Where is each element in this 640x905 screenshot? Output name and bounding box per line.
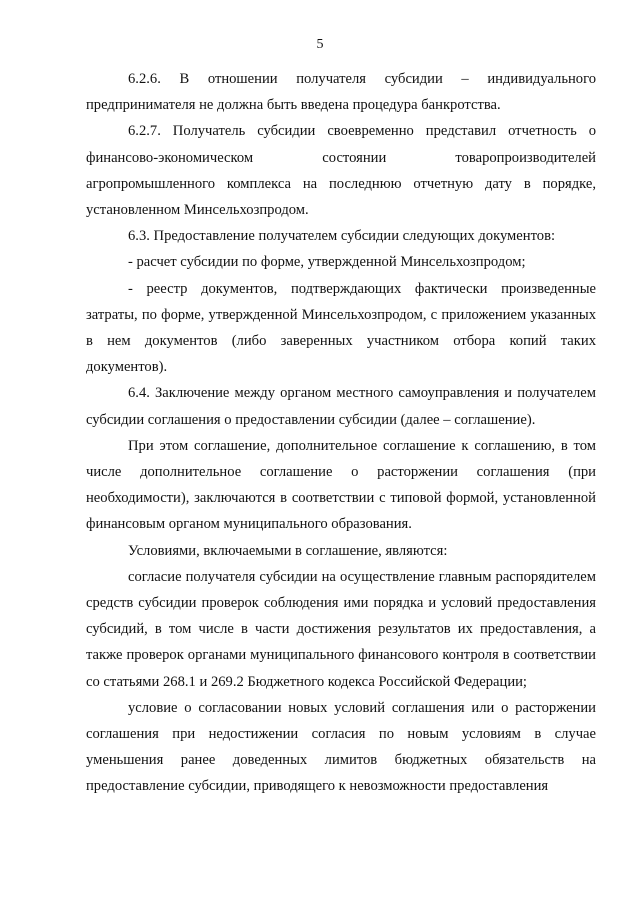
paragraph-6-3: 6.3. Предоставление получателем субсидии следующих документов: — [128, 228, 556, 245]
document-body — [86, 66, 596, 800]
paragraph-agreement-form: При этом соглашение, дополнительное соглашение к соглашению, в том числе дополнительное соглашение о расторжении соглашения (при необходимости), заключаются в соответствии с типовой формой, установленной финансовым органом муниципального образования. — [86, 437, 596, 533]
paragraph-6-2-7: 6.2.7. Получатель субсидии своевременно представил отчетность о финансово-экономическом состоянии товаропроизводителей агропромышленного комплекса на последнюю отчетную дату в порядке, установленном Минсельхозпродом. — [86, 123, 596, 219]
list-item-subsidy-calculation: - расчет субсидии по форме, утвержденной Минсельхозпродом; — [128, 254, 526, 271]
paragraph-new-conditions-agreement: условие о согласовании новых условий соглашения или о расторжении соглашения при недостижении согласия по новым условиям в случае уменьшения ранее доведенных лимитов бюджетных обязательств на предоставление субсидии, приводящего к невозможности предоставления — [86, 699, 596, 795]
page-number: 5 — [316, 37, 324, 52]
paragraph-consent-to-inspections: согласие получателя субсидии на осуществление главным распорядителем средств субсидии проверок соблюдения ими порядка и условий предоставления субсидий, в том числе в части достижения результатов их предоставления, а также проверок органами муниципального финансового контроля в соответствии со статьями 268.1 и 269.2 Бюджетного кодекса Российской Федерации; — [86, 568, 596, 690]
paragraph-6-4: 6.4. Заключение между органом местного самоуправления и получателем субсидии соглашения о предоставлении субсидии (далее – соглашение). — [86, 385, 596, 428]
paragraph-6-2-6: 6.2.6. В отношении получателя субсидии – индивидуального предпринимателя не должна быть введена процедура банкротства. — [86, 71, 596, 114]
paragraph-agreement-conditions-intro: Условиями, включаемыми в соглашение, являются: — [128, 542, 448, 559]
list-item-documents-registry: - реестр документов, подтверждающих фактически произведенные затраты, по форме, утвержденной Минсельхозпродом, с приложением указанных в нем документов (либо заверенных участником отбора копий таких документов). — [86, 280, 596, 376]
